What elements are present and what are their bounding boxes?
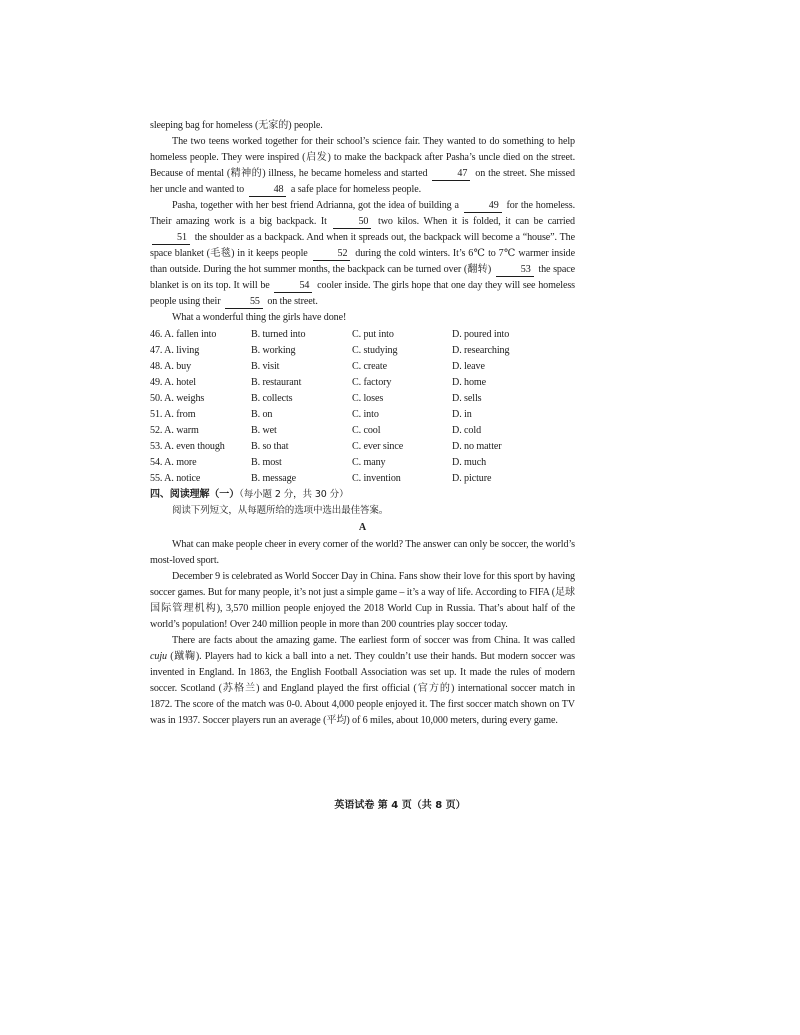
italic-term: cuju <box>150 651 167 662</box>
option-row: 50. A. weighs B. collects C. loses D. sells <box>150 393 482 404</box>
option-row: 48. A. buy B. visit C. create D. leave <box>150 361 485 372</box>
passage-closing: What a wonderful thing the girls have done! <box>172 312 347 323</box>
page-footer: 英语试卷 第 4 页（共 8 页） <box>334 800 466 811</box>
passage-paragraph: What can make people cheer in every corner of the world? The answer can only be soccer, the world’s most-loved sport. <box>150 539 575 566</box>
blank-54: 54 <box>274 280 312 293</box>
option-row: 46. A. fallen into B. turned into C. put into D. poured into <box>150 329 510 340</box>
blank-52: 52 <box>313 248 351 261</box>
option-row: 52. A. warm B. wet C. cool D. cold <box>150 425 482 436</box>
section-instruction: 阅读下列短文，从每题所给的选项中选出最佳答案。 <box>172 505 389 516</box>
exam-page <box>150 118 575 729</box>
option-row: 53. A. even though B. so that C. ever since D. no matter <box>150 441 502 452</box>
blank-47: 47 <box>432 168 470 181</box>
passage-letter: A <box>358 522 367 533</box>
blank-49: 49 <box>464 200 502 213</box>
option-row: 47. A. living B. working C. studying D. researching <box>150 345 510 356</box>
option-row: 54. A. more B. most C. many D. much <box>150 457 487 468</box>
passage-paragraph: Pasha, together with her best friend Adrianna, got the idea of building a 49 for the homeless. Their amazing work is a big backpack. It 50 two kilos. When it is folded, it can be carried 51 the shoulder as a backpack. And when it spreads out, the backpack will become a “house”. The space blanket (毛毯) in it keeps people 52 during the cold winters. It’s 6℃ to 7℃ warmer inside than outside. During the hot summer months, the backpack can be turned over (翻转) 53 the space blanket is on its top. It will be 54 cooler inside. The girls hope that one day they will see homeless people using their 55 on the street. <box>150 200 575 307</box>
section-heading: 四、阅读理解（一）（每小题 2 分，共 30 分） <box>150 489 349 500</box>
blank-48: 48 <box>249 184 287 197</box>
blank-51: 51 <box>152 232 190 245</box>
passage-paragraph: The two teens worked together for their school’s science fair. They wanted to do something to help homeless people. They were inspired (启发) to make the backpack after Pasha’s uncle died on the street. Because of mental (精神的) illness, he became homeless and started 47 on the street. She missed her uncle and wanted to 48 a safe place for homeless people. <box>150 136 575 195</box>
option-row: 55. A. notice B. message C. invention D. picture <box>150 473 492 484</box>
options-list <box>150 327 575 487</box>
passage-paragraph: There are facts about the amazing game. The earliest form of soccer was from China. It was called cuju (蹴鞠). Players had to kick a ball into a net. They couldn’t use their hands. But modern soccer was invented in England. In 1863, the English Football Association was set up. It made the rules of modern soccer. Scotland (苏格兰) and England played the first official (官方的) international soccer match in 1872. The score of the match was 0-0. About 4,000 people enjoyed it. The first soccer match shown on TV was in 1937. Soccer players run an average (平均) of 6 miles, about 10,000 meters, during every game. <box>150 635 575 726</box>
option-row: 49. A. hotel B. restaurant C. factory D. home <box>150 377 487 388</box>
option-row: 51. A. from B. on C. into D. in <box>150 409 472 420</box>
passage-paragraph: December 9 is celebrated as World Soccer Day in China. Fans show their love for this sport by having soccer games. But for many people, it’s not just a simple game – it’s a way of life. According to FIFA (足球国际管理机构), 3,570 million people enjoyed the 2018 World Cup in Russia. That’s about half of the world’s population! Over 240 million people in more than 200 countries play soccer today. <box>150 571 575 630</box>
blank-53: 53 <box>496 264 534 277</box>
blank-55: 55 <box>225 296 263 309</box>
passage-line: sleeping bag for homeless (无家的) people. <box>150 120 323 131</box>
blank-50: 50 <box>333 216 371 229</box>
